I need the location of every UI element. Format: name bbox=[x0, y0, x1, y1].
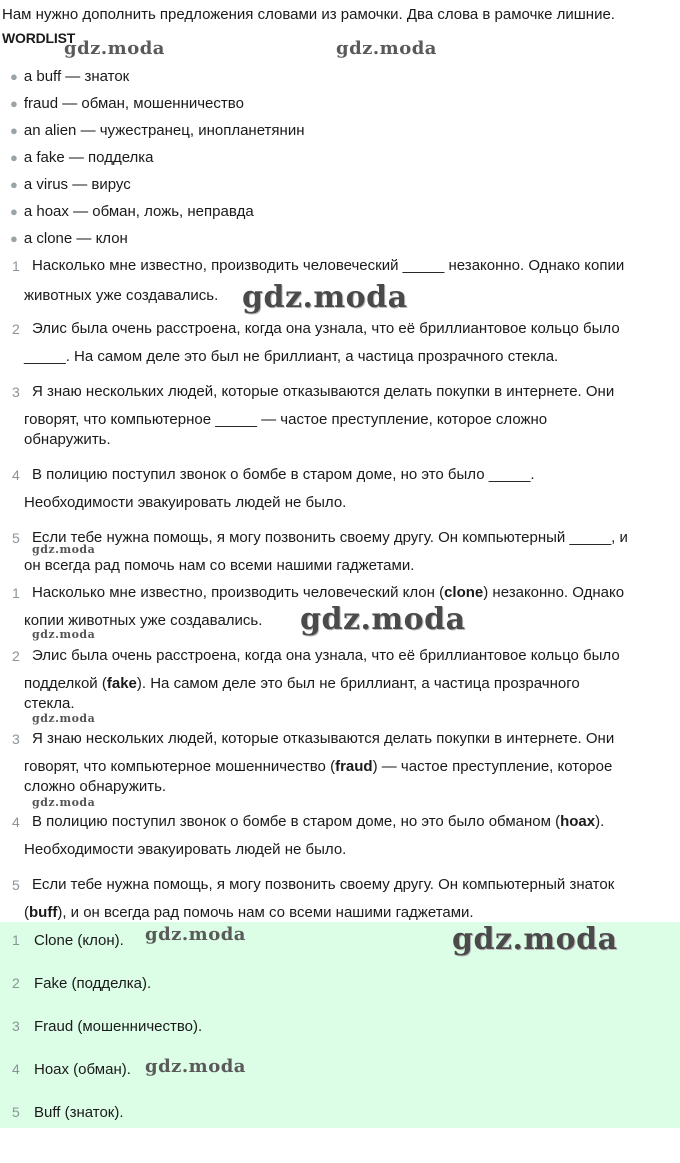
bullet-icon: ● bbox=[10, 123, 18, 138]
answer-number: 3 bbox=[12, 1018, 20, 1034]
question-line: _____. На самом деле это был не бриллиант, а частица прозрачного стекла. bbox=[24, 348, 559, 365]
filled-line: подделкой (fake). На самом деле это был не бриллиант, а частица прозрачного bbox=[24, 675, 580, 692]
answer-number: 5 bbox=[12, 1104, 20, 1120]
answer-item bbox=[10, 973, 151, 994]
word-item bbox=[10, 148, 154, 168]
word-text: a fake — подделка bbox=[23, 149, 154, 166]
filled-line: Необходимости эвакуировать людей не было. bbox=[24, 841, 347, 858]
question-number: 2 bbox=[12, 321, 20, 337]
watermark: gdz.moda bbox=[336, 38, 437, 59]
answer-item bbox=[10, 1102, 124, 1123]
word-text: a hoax — обман, ложь, неправда bbox=[23, 203, 254, 220]
filled-line: стекла. bbox=[24, 695, 75, 712]
answer-text: Hoax (обман). bbox=[34, 1061, 131, 1078]
watermark: gdz.moda bbox=[145, 1056, 246, 1077]
question-line: животных уже создавались. bbox=[24, 287, 219, 304]
answer-word: fake bbox=[106, 675, 137, 692]
filled-number: 2 bbox=[12, 648, 20, 664]
watermark: gdz.moda bbox=[242, 280, 408, 315]
watermark: gdz.moda bbox=[32, 796, 96, 809]
answer-text: Fraud (мошенничество). bbox=[34, 1018, 203, 1035]
filled-number: 5 bbox=[12, 877, 20, 893]
bullet-icon: ● bbox=[10, 204, 18, 219]
filled-number: 1 bbox=[12, 585, 20, 601]
answer-number: 1 bbox=[12, 932, 20, 948]
watermark: gdz.moda bbox=[452, 922, 618, 957]
watermark: gdz.moda bbox=[145, 924, 246, 945]
question-line: говорят, что компьютерное _____ — частое преступление, которое сложно bbox=[24, 411, 548, 428]
filled-line: В полицию поступил звонок о бомбе в старом доме, но это было обманом (hoax). bbox=[32, 813, 605, 830]
answer-text: Buff (знаток). bbox=[34, 1104, 124, 1121]
answer-number: 4 bbox=[12, 1061, 20, 1077]
filled-line: копии животных уже создавались. bbox=[24, 612, 263, 629]
word-item bbox=[10, 175, 131, 195]
bullet-icon: ● bbox=[10, 231, 18, 246]
answer-text: Fake (подделка). bbox=[34, 975, 152, 992]
answer-text: Clone (клон). bbox=[34, 932, 124, 949]
word-item bbox=[10, 67, 129, 87]
question-line: Элис была очень расстроена, когда она узнала, что её бриллиантовое кольцо было bbox=[32, 320, 620, 337]
word-text: a clone — клон bbox=[23, 230, 128, 247]
watermark: gdz.moda bbox=[32, 628, 96, 641]
answer-word: clone bbox=[444, 584, 484, 601]
question-line: Если тебе нужна помощь, я могу позвонить своему другу. Он компьютерный _____, и bbox=[32, 529, 628, 546]
answer-word: hoax bbox=[560, 813, 596, 830]
question-line: он всегда рад помочь нам со всеми нашими гаджетами. bbox=[24, 557, 415, 574]
watermark: gdz.moda bbox=[64, 38, 165, 59]
question-number: 4 bbox=[12, 467, 20, 483]
filled-line: Я знаю нескольких людей, которые отказываются делать покупки в интернете. Они bbox=[32, 730, 615, 747]
bullet-icon: ● bbox=[10, 177, 18, 192]
watermark: gdz.moda bbox=[32, 543, 96, 556]
question-line: обнаружить. bbox=[24, 431, 111, 448]
word-item bbox=[10, 229, 128, 249]
answer-word: buff bbox=[29, 904, 58, 921]
bullet-icon: ● bbox=[10, 150, 18, 165]
question-number: 5 bbox=[12, 530, 20, 546]
filled-line: Элис была очень расстроена, когда она узнала, что её бриллиантовое кольцо было bbox=[32, 647, 620, 664]
filled-line: (buff), и он всегда рад помочь нам со всеми нашими гаджетами. bbox=[24, 904, 474, 921]
answer-item bbox=[10, 1016, 202, 1037]
watermark: gdz.moda bbox=[300, 602, 466, 637]
word-text: fraud — обман, мошенничество bbox=[23, 95, 244, 112]
bullet-icon: ● bbox=[10, 96, 18, 111]
task-instruction: Нам нужно дополнить предложения словами из рамочки. Два слова в рамочке лишние. bbox=[2, 6, 615, 23]
filled-number: 3 bbox=[12, 731, 20, 747]
question-line: В полицию поступил звонок о бомбе в старом доме, но это было _____. bbox=[32, 466, 535, 483]
filled-line: Если тебе нужна помощь, я могу позвонить своему другу. Он компьютерный знаток bbox=[32, 876, 615, 893]
question-number: 3 bbox=[12, 384, 20, 400]
word-item bbox=[10, 202, 254, 222]
filled-number: 4 bbox=[12, 814, 20, 830]
question-number: 1 bbox=[12, 258, 20, 274]
filled-line: сложно обнаружить. bbox=[24, 778, 167, 795]
word-text: a virus — вирус bbox=[23, 176, 131, 193]
answer-number: 2 bbox=[12, 975, 20, 991]
question-line: Я знаю нескольких людей, которые отказываются делать покупки в интернете. Они bbox=[32, 383, 615, 400]
answer-word: fraud bbox=[335, 758, 373, 775]
word-item bbox=[10, 94, 244, 114]
watermark: gdz.moda bbox=[32, 712, 96, 725]
filled-line: Насколько мне известно, производить человеческий клон (clone) незаконно. Однако bbox=[32, 584, 625, 601]
answer-item bbox=[10, 1059, 131, 1080]
question-line: Насколько мне известно, производить человеческий _____ незаконно. Однако копии bbox=[32, 257, 625, 274]
wordlist-heading: WORDLIST bbox=[2, 30, 76, 46]
word-text: an alien — чужестранец, инопланетянин bbox=[23, 122, 305, 139]
word-text: a buff — знаток bbox=[23, 68, 130, 85]
answer-item bbox=[10, 930, 124, 951]
bullet-icon: ● bbox=[10, 69, 18, 84]
filled-line: говорят, что компьютерное мошенничество (fraud) — частое преступление, которое bbox=[24, 758, 613, 775]
word-item bbox=[10, 121, 305, 141]
question-line: Необходимости эвакуировать людей не было. bbox=[24, 494, 347, 511]
